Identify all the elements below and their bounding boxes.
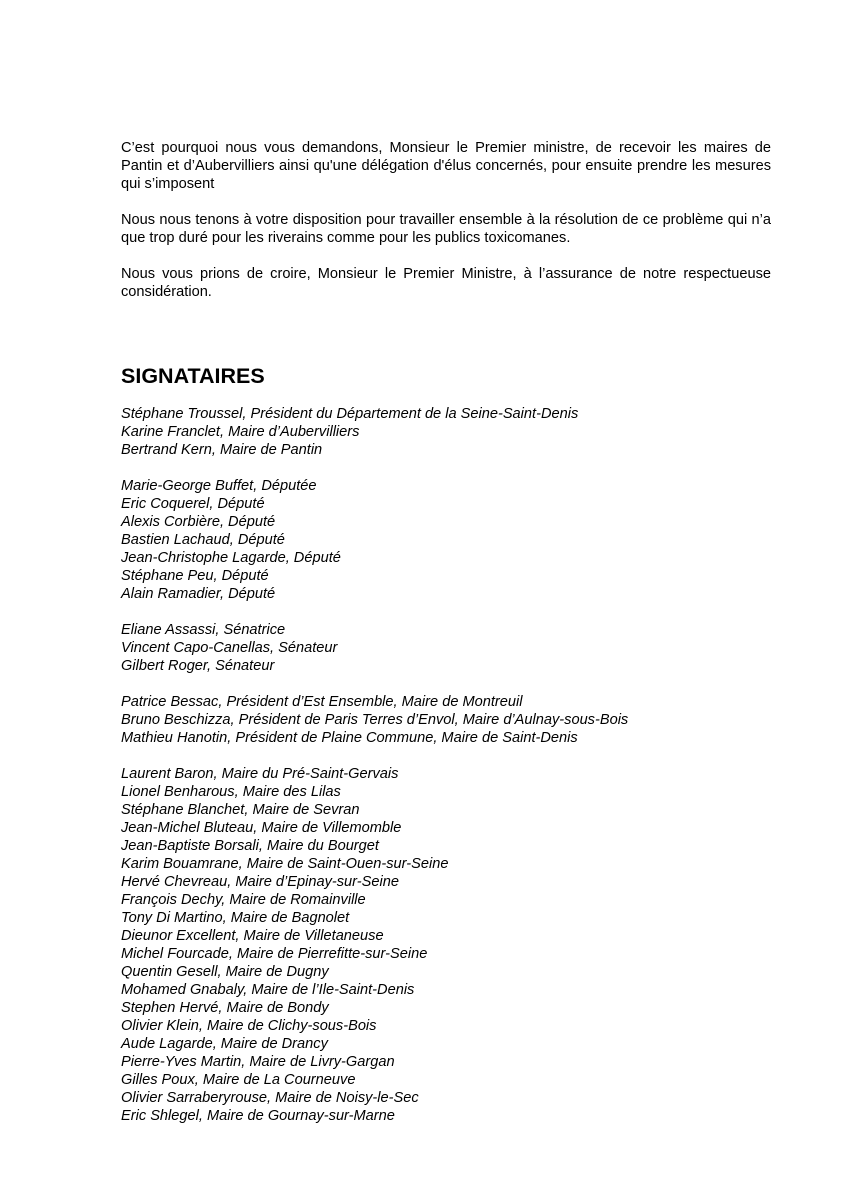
signatory-line: Mathieu Hanotin, Président de Plaine Commune, Maire de Saint-Denis <box>121 730 578 746</box>
signatory-line: Dieunor Excellent, Maire de Villetaneuse <box>121 928 384 944</box>
signatory-line: Stéphane Troussel, Président du Département de la Seine-Saint-Denis <box>121 406 579 422</box>
signatory-line: Alexis Corbière, Député <box>121 514 276 530</box>
signatory-line: Jean-Christophe Lagarde, Député <box>121 550 341 566</box>
signatory-line: Gilbert Roger, Sénateur <box>121 658 275 674</box>
signatory-line: Mohamed Gnabaly, Maire de l’Ile-Saint-Denis <box>121 982 415 998</box>
letter-paragraph: Nous nous tenons à votre disposition pour travailler ensemble à la résolution de ce problème qui n’a que trop duré pour les riverains comme pour les publics toxicomanes. <box>121 212 771 246</box>
signatory-line: Eliane Assassi, Sénatrice <box>121 622 286 638</box>
signatory-group-presidents <box>121 693 771 747</box>
signatory-line: Stéphane Blanchet, Maire de Sevran <box>121 802 360 818</box>
signatory-line: Eric Shlegel, Maire de Gournay-sur-Marne <box>121 1108 395 1124</box>
signatory-line: Eric Coquerel, Député <box>121 496 265 512</box>
signatory-line: Bastien Lachaud, Député <box>121 532 285 548</box>
signatory-group-departement <box>121 405 771 459</box>
signatory-line: Bertrand Kern, Maire de Pantin <box>121 442 323 458</box>
signatory-line: Vincent Capo-Canellas, Sénateur <box>121 640 338 656</box>
signatory-line: Laurent Baron, Maire du Pré-Saint-Gervais <box>121 766 399 782</box>
signatory-group-maires <box>121 765 771 1125</box>
signatory-line: François Dechy, Maire de Romainville <box>121 892 366 908</box>
signatory-line: Stéphane Peu, Député <box>121 568 269 584</box>
signatory-line: Michel Fourcade, Maire de Pierrefitte-sur-Seine <box>121 946 428 962</box>
signatory-line: Tony Di Martino, Maire de Bagnolet <box>121 910 350 926</box>
signatory-line: Karine Franclet, Maire d’Aubervilliers <box>121 424 360 440</box>
signatories-list <box>121 405 771 1125</box>
signatory-line: Karim Bouamrane, Maire de Saint-Ouen-sur-Seine <box>121 856 449 872</box>
letter-paragraph: C’est pourquoi nous vous demandons, Monsieur le Premier ministre, de recevoir les maires de Pantin et d’Aubervilliers ainsi qu'une délégation d'élus concernés, pour ensuite prendre les mesures qui s’imposent <box>121 140 771 192</box>
signatory-line: Aude Lagarde, Maire de Drancy <box>121 1036 328 1052</box>
signatory-line: Jean-Michel Bluteau, Maire de Villemomble <box>121 820 402 836</box>
signatory-line: Olivier Sarraberyrouse, Maire de Noisy-le-Sec <box>121 1090 419 1106</box>
signatory-line: Lionel Benharous, Maire des Lilas <box>121 784 341 800</box>
signatory-line: Alain Ramadier, Député <box>121 586 276 602</box>
signatory-line: Jean-Baptiste Borsali, Maire du Bourget <box>121 838 379 854</box>
letter-paragraph: Nous vous prions de croire, Monsieur le Premier Ministre, à l’assurance de notre respectueuse considération. <box>121 266 771 300</box>
signatory-line: Stephen Hervé, Maire de Bondy <box>121 1000 329 1016</box>
signatory-group-deputes <box>121 477 771 603</box>
signatory-line: Hervé Chevreau, Maire d’Epinay-sur-Seine <box>121 874 399 890</box>
signatory-line: Pierre-Yves Martin, Maire de Livry-Gargan <box>121 1054 395 1070</box>
signatory-line: Quentin Gesell, Maire de Dugny <box>121 964 329 980</box>
letter-body <box>121 139 771 301</box>
signatory-line: Marie-George Buffet, Députée <box>121 478 317 494</box>
signatories-heading: SIGNATAIRES <box>121 364 265 388</box>
signatory-line: Bruno Beschizza, Président de Paris Terres d’Envol, Maire d’Aulnay-sous-Bois <box>121 712 629 728</box>
signatory-group-senateurs <box>121 621 771 675</box>
signatory-line: Olivier Klein, Maire de Clichy-sous-Bois <box>121 1018 377 1034</box>
signatory-line: Gilles Poux, Maire de La Courneuve <box>121 1072 356 1088</box>
signatory-line: Patrice Bessac, Président d’Est Ensemble, Maire de Montreuil <box>121 694 523 710</box>
